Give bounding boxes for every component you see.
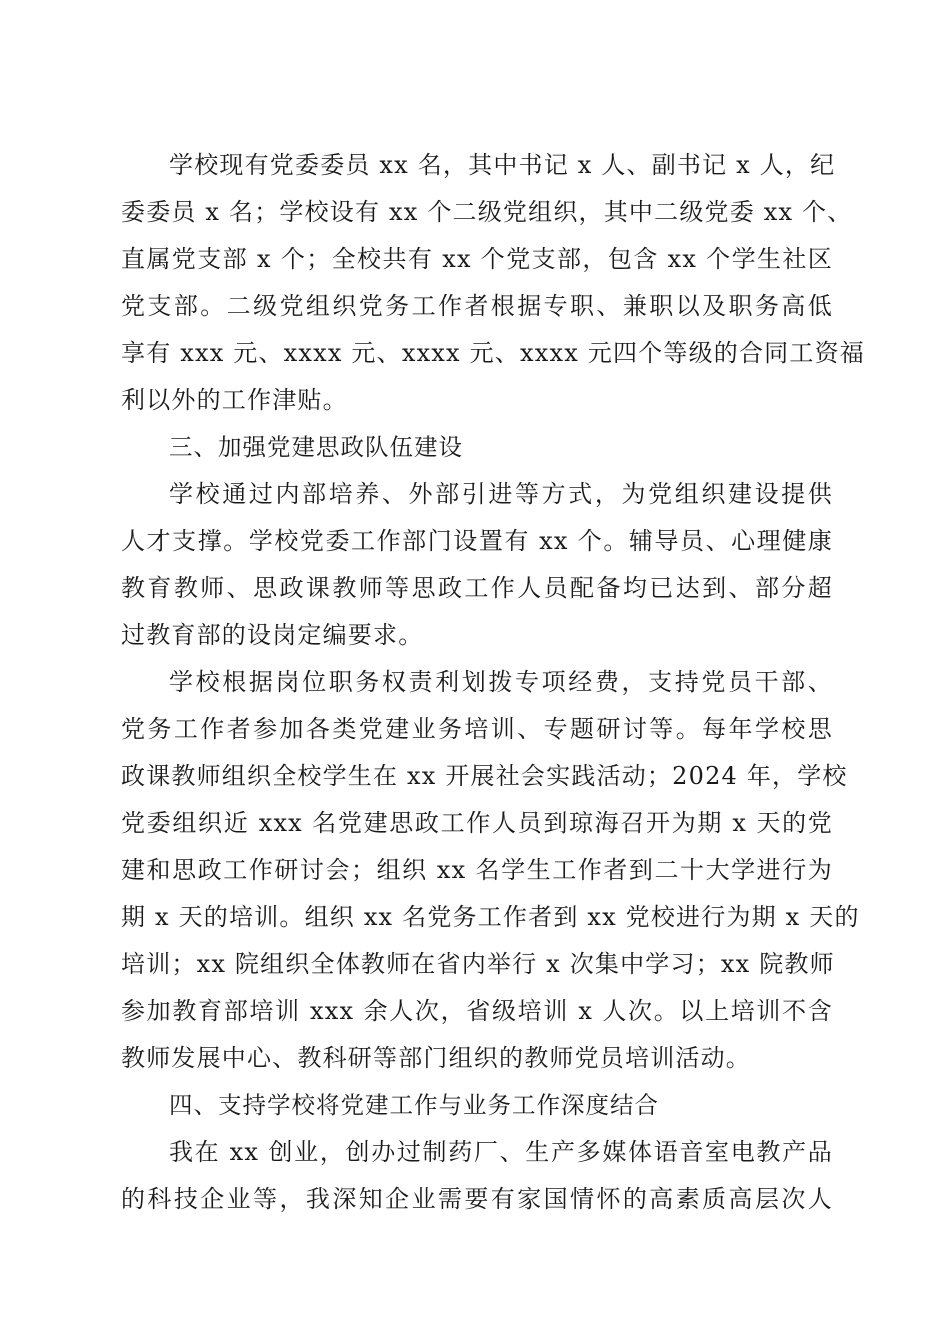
text-line: 学校根据岗位职务权责利划拨专项经费，支持党员干部、 bbox=[169, 668, 833, 696]
paragraph-party-committee bbox=[121, 142, 865, 424]
paragraph-team-building bbox=[121, 471, 833, 659]
section-heading-4: 四、支持学校将党建工作与业务工作深度结合 bbox=[169, 1091, 659, 1119]
text-line: 教师发展中心、教科研等部门组织的教师党员培训活动。 bbox=[121, 1044, 751, 1072]
text-line: 党委组织近 xxx 名党建思政工作人员到琼海召开为期 x 天的党 bbox=[121, 809, 833, 837]
text-line: 教育教师、思政课教师等思政工作人员配备均已达到、部分超 bbox=[121, 574, 833, 602]
text-line: 人才支撑。学校党委工作部门设置有 xx 个。辅导员、心理健康 bbox=[121, 527, 833, 555]
text-line: 政课教师组织全校学生在 xx 开展社会实践活动；2024 年，学校 bbox=[121, 762, 848, 790]
text-line: 我在 xx 创业，创办过制药厂、生产多媒体语音室电教产品 bbox=[169, 1138, 833, 1166]
text-line: 直属党支部 x 个；全校共有 xx 个党支部，包含 xx 个学生社区 bbox=[121, 245, 833, 273]
text-line: 学校现有党委委员 xx 名，其中书记 x 人、副书记 x 人，纪 bbox=[169, 151, 836, 179]
text-line: 培训；xx 院组织全体教师在省内举行 x 次集中学习；xx 院教师 bbox=[121, 950, 835, 978]
text-line: 利以外的工作津贴。 bbox=[121, 386, 348, 414]
paragraph-training bbox=[121, 659, 860, 1082]
section-heading-3: 三、加强党建思政队伍建设 bbox=[169, 433, 463, 461]
text-line: 享有 xxx 元、xxxx 元、xxxx 元、xxxx 元四个等级的合同工资福 bbox=[121, 339, 865, 367]
text-line: 期 x 天的培训。组织 xx 名党务工作者到 xx 党校进行为期 x 天的 bbox=[121, 903, 860, 931]
text-line: 党支部。二级党组织党务工作者根据专职、兼职以及职务高低 bbox=[121, 292, 833, 320]
text-line: 委委员 x 名；学校设有 xx 个二级党组织，其中二级党委 xx 个、 bbox=[121, 198, 853, 226]
text-line: 学校通过内部培养、外部引进等方式，为党组织建设提供 bbox=[169, 480, 833, 508]
text-line: 的科技企业等，我深知企业需要有家国情怀的高素质高层次人 bbox=[121, 1185, 833, 1213]
text-line: 建和思政工作研讨会；组织 xx 名学生工作者到二十大学进行为 bbox=[121, 856, 833, 884]
text-line: 过教育部的设岗定编要求。 bbox=[121, 621, 424, 649]
text-line: 参加教育部培训 xxx 余人次，省级培训 x 人次。以上培训不含 bbox=[121, 997, 833, 1025]
text-line: 党务工作者参加各类党建业务培训、专题研讨等。每年学校思 bbox=[121, 715, 833, 743]
paragraph-enterprise bbox=[121, 1129, 833, 1223]
document-body bbox=[121, 142, 865, 1223]
